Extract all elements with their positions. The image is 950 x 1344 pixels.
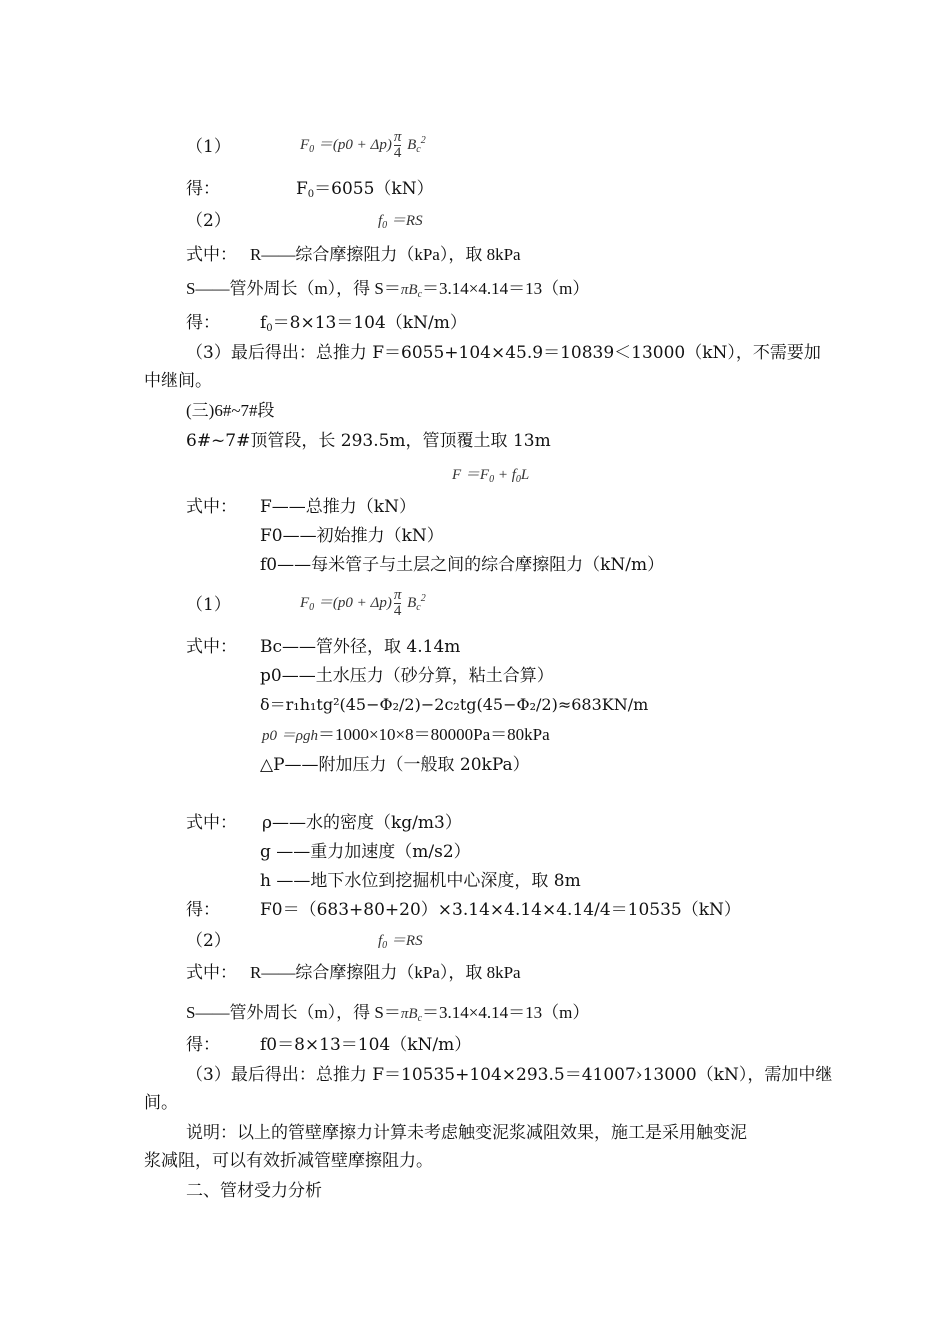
f0-value-2: f0＝8×13＝104（kN/m）: [260, 1035, 472, 1055]
main-formula: $F =F_0 + f_0L$: [452, 467, 530, 485]
section2-heading: 二、管材受力分析: [186, 1181, 322, 1201]
final-line1-s2: （3）最后得出：总推力 F＝10535+104×293.5＝41007›13000（kN），需加中继: [186, 1065, 833, 1085]
def-h: h ——地下水位到挖掘机中心深度，取 8m: [260, 871, 581, 891]
shizhong-1: 式中：: [186, 245, 237, 265]
de-label-1: 得：: [186, 179, 220, 199]
r-definition-1: R——综合摩擦阻力（kPa），取 8kPa: [250, 245, 521, 264]
def-rho: ρ——水的密度（kg/m3）: [262, 813, 462, 833]
note-line1: 说明：以上的管壁摩擦力计算未考虑触变泥浆减阻效果，施工是采用触变泥: [186, 1123, 747, 1143]
note-line2: 浆减阻，可以有效折减管壁摩擦阻力。: [144, 1151, 433, 1171]
def-F0: F0——初始推力（kN）: [260, 526, 444, 546]
r-definition-2: R——综合摩擦阻力（kPa），取 8kPa: [250, 963, 521, 982]
def-dp: △P——附加压力（一般取 20kPa）: [260, 755, 530, 775]
f0-formula-s2: $F_0 =(p0 + \Delta p)$ $\frac{\pi}{4}$ $B_c^2$: [300, 587, 426, 620]
shizhong-4: 式中：: [186, 813, 237, 833]
def-f0: f0——每米管子与土层之间的综合摩擦阻力（kN/m）: [260, 555, 665, 575]
def-g: g ——重力加速度（m/s2）: [260, 842, 471, 862]
delta-formula: δ＝r₁h₁tg²(45−Φ₂/2)−2c₂tg(45−Φ₂/2)≈683KN/m: [260, 695, 649, 714]
item2-label-s2: （2）: [186, 931, 231, 951]
final-line2-s1: 中继间。: [144, 371, 212, 391]
def-bc: Bc——管外径，取 4.14m: [260, 637, 461, 657]
de-label-2: 得：: [186, 313, 220, 333]
shizhong-3: 式中：: [186, 637, 237, 657]
shizhong-2: 式中：: [186, 497, 237, 517]
final-line1-s1: （3）最后得出：总推力 F＝6055+104×45.9＝10839＜13000（kN），不需要加: [186, 343, 821, 363]
section-heading-3: (三)6#~7#段: [186, 401, 275, 420]
item2-label: （2）: [186, 211, 231, 231]
f0-rs-formula-s2: $f_0 =RS$: [378, 933, 423, 951]
f0-value-1: $f_0=8\times 13=104(kN/m)$: [260, 313, 467, 334]
f0-formula: $F_0 =(p0 + \Delta p)$ $\frac{\pi}{4}$ $B_c^2$: [300, 129, 426, 162]
s-definition-1: S——管外周长（m），得 $S=\pi B_c=3.14\times 4.14=13(m)$: [186, 279, 590, 300]
item1-label: （1）: [186, 137, 231, 157]
section-intro: 6#~7#顶管段，长 293.5m，管顶覆土取 13m: [186, 431, 551, 451]
def-p0: p0——土水压力（砂分算，粘土合算）: [260, 666, 554, 686]
f0-result-2: F0＝（683+80+20）×3.14×4.14×4.14/4＝10535（kN）: [260, 900, 741, 920]
final-line2-s2: 间。: [144, 1093, 178, 1113]
p0-formula: p0 ＝ρgh＝1000×10×8＝80000Pa＝80kPa: [262, 725, 550, 744]
item1-label-s2: （1）: [186, 595, 231, 615]
de-label-4: 得：: [186, 1035, 220, 1055]
def-F: F——总推力（kN）: [260, 497, 416, 517]
de-label-3: 得：: [186, 900, 220, 920]
s-definition-2: S——管外周长（m），得 $S=\pi B_c=3.14\times 4.14=13(m)$: [186, 1003, 590, 1024]
shizhong-5: 式中：: [186, 963, 237, 983]
f0-rs-formula: $f_0 =RS$: [378, 213, 423, 231]
f0-result-1: $F_0=6055(kN)$: [296, 179, 434, 200]
